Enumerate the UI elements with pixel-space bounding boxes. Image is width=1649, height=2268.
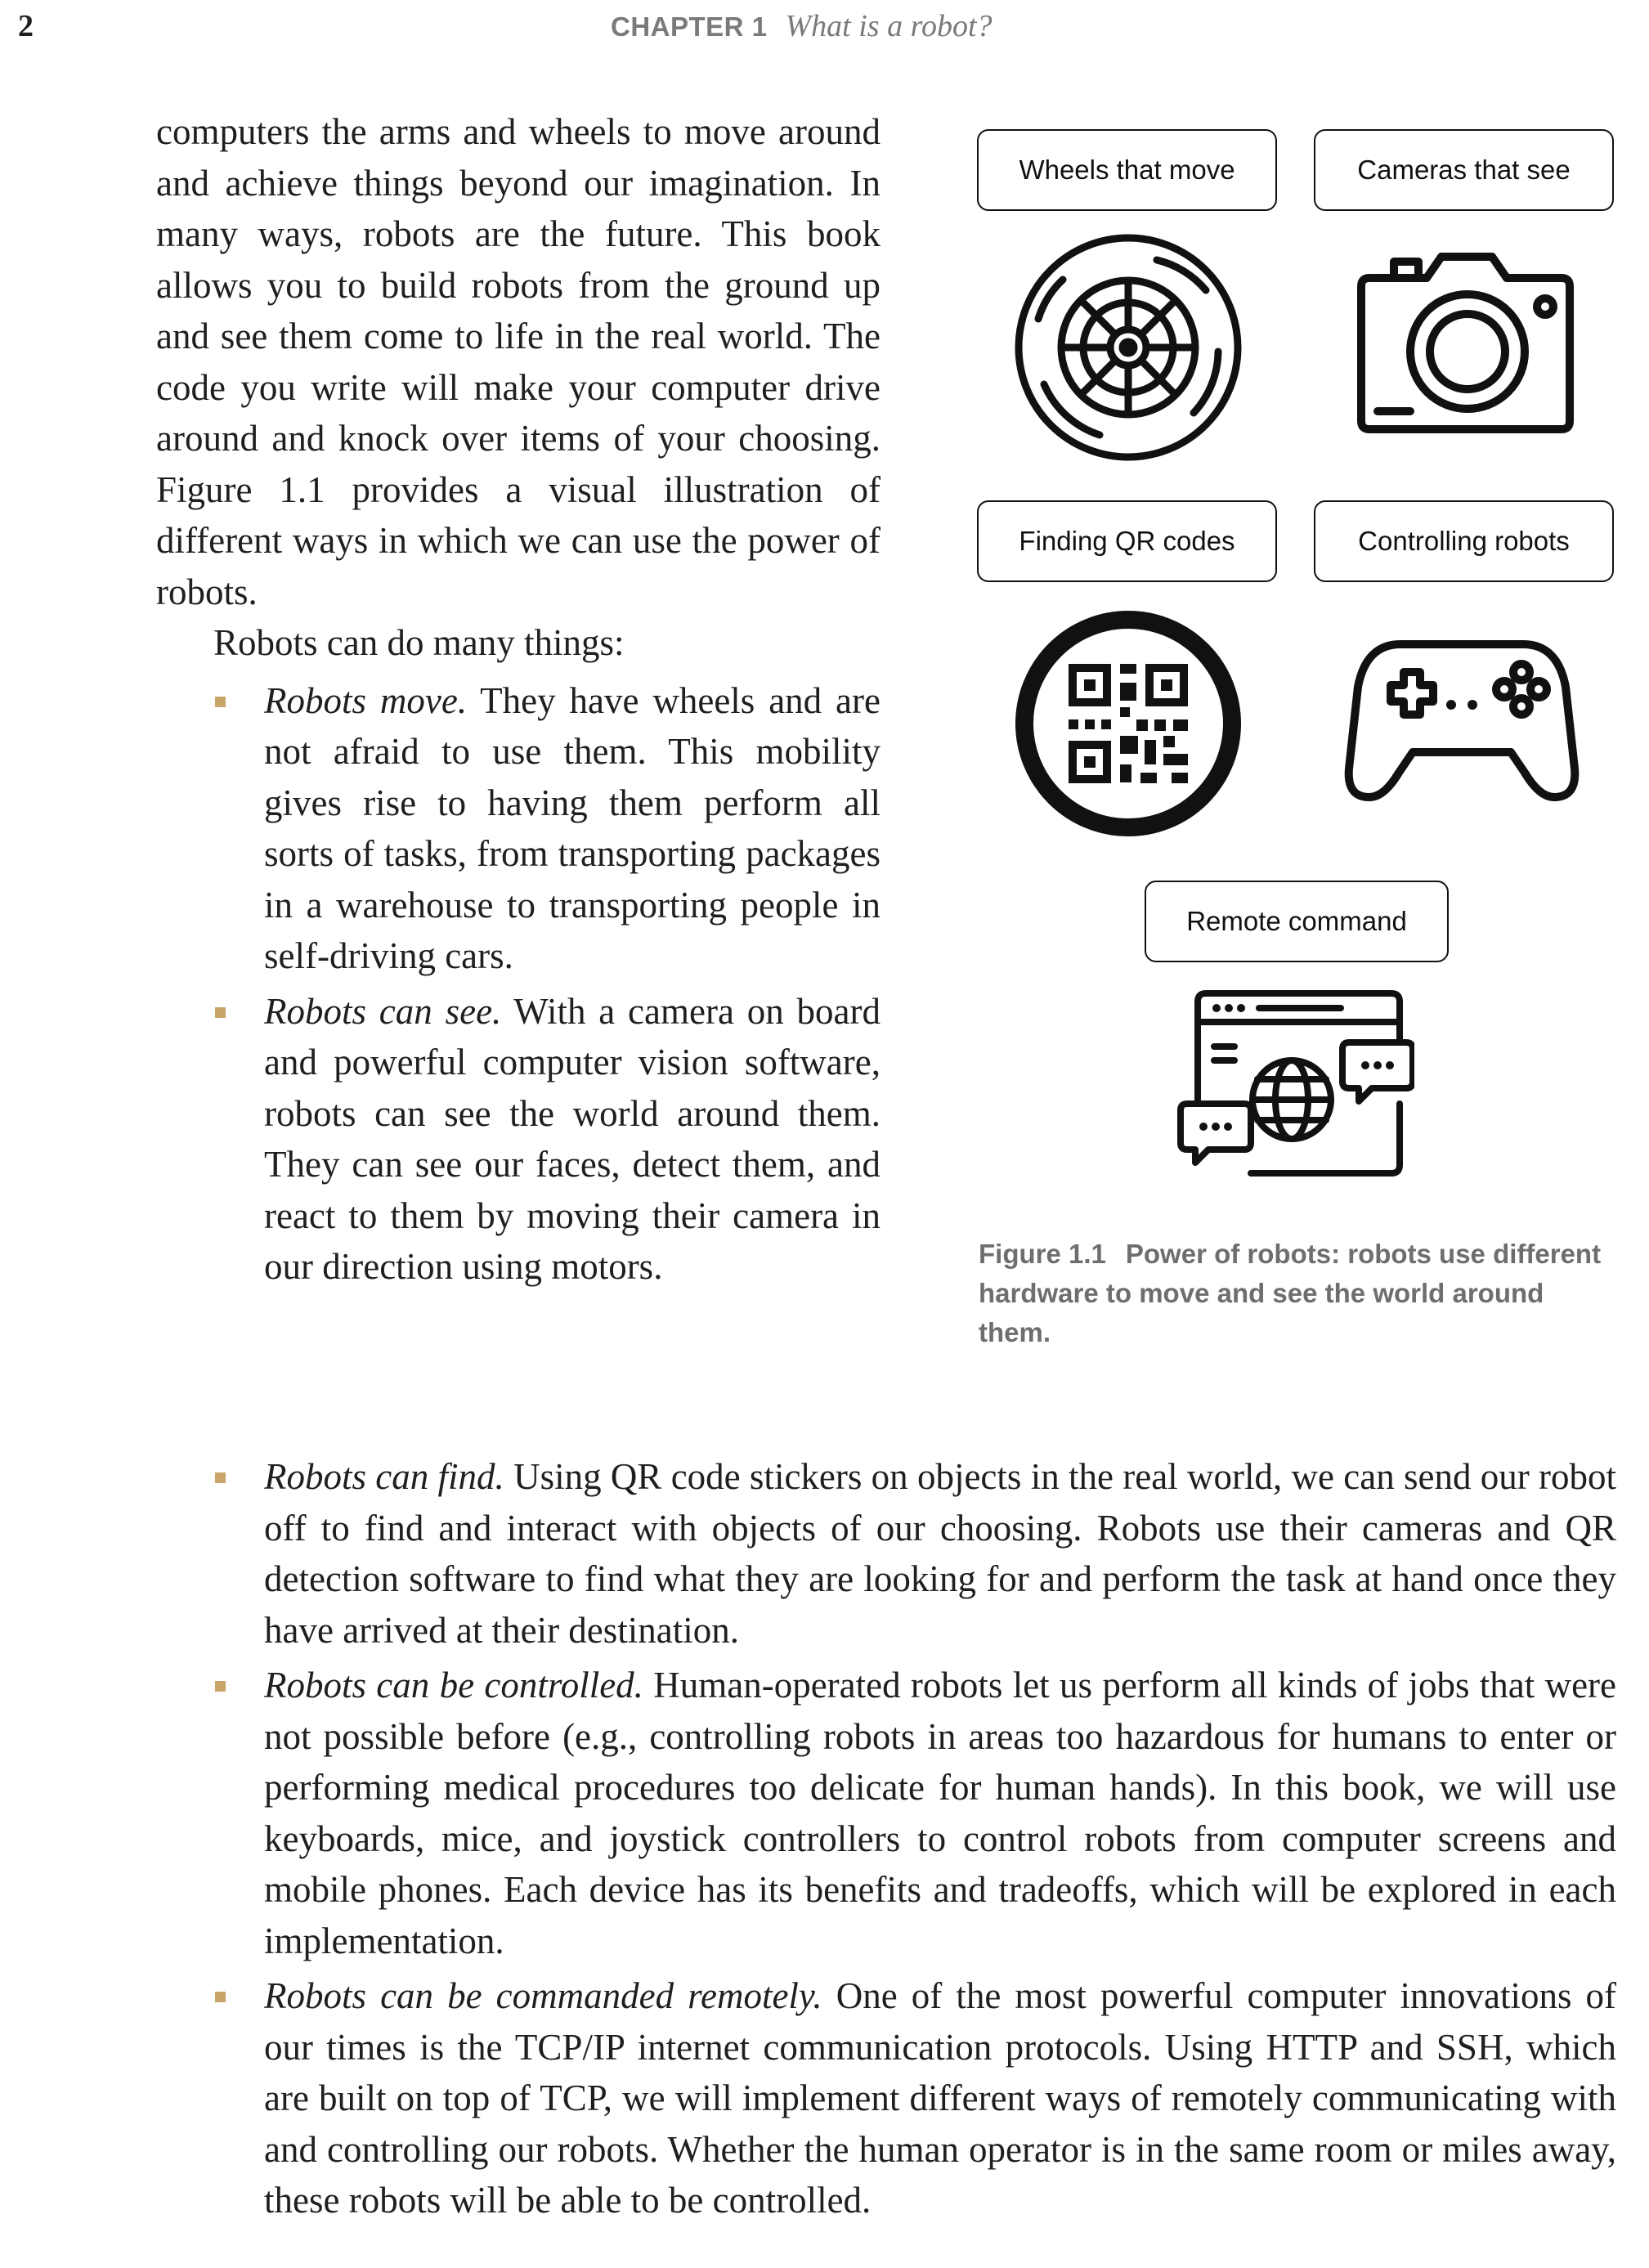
- bullet-icon: [215, 1472, 226, 1483]
- list-item: [264, 675, 881, 982]
- chapter-title: What is a robot?: [785, 9, 993, 43]
- wheel-icon: [1010, 229, 1247, 466]
- bullet-text: With a camera on board and powerful computer vision software, robots can see the world around them. They can see our faces, detect them, and react to them by moving their camera in our direction using motors.: [264, 990, 881, 1287]
- camera-icon: [1345, 245, 1582, 441]
- bullet-list-narrow: [156, 675, 881, 1293]
- label-remote: Remote command: [1145, 881, 1449, 962]
- bullet-icon: [215, 1007, 226, 1018]
- narrow-column: [156, 106, 881, 1297]
- chapter-label: CHAPTER 1: [611, 11, 768, 42]
- bullet-text: Using QR code stickers on objects in the real world, we can send our robot off to find and interact with objects of our choosing. Robots use their cameras and QR detection software to find what they are looking for and perform the task at hand once they have arrived at their destination.: [264, 1456, 1617, 1651]
- remote-web-icon: [1177, 985, 1414, 1190]
- running-head: [611, 8, 993, 44]
- bullet-icon: [215, 1681, 226, 1692]
- label-controlling: Controlling robots: [1314, 500, 1614, 582]
- figure-1-1: [965, 123, 1619, 1349]
- bullet-lead: Robots can be commanded remotely.: [264, 1975, 822, 2016]
- caption-text: Power of robots: robots use different hardware to move and see the world around them.: [979, 1239, 1602, 1347]
- figure-caption: [979, 1235, 1616, 1352]
- label-cameras: Cameras that see: [1314, 129, 1614, 211]
- label-qr: Finding QR codes: [977, 500, 1277, 582]
- bullet-text: One of the most powerful computer innovations of our times is the TCP/IP internet communication protocols. Using HTTP and SSH, which are built on top of TCP, we will implement different ways of remotely communicating with and controlling our robots. Whether the human operator is in the same room or miles away, these robots will be able to be controlled.: [264, 1975, 1617, 2221]
- gamepad-icon: [1343, 630, 1580, 809]
- caption-number: Figure 1.1: [979, 1239, 1106, 1269]
- intro-paragraph: computers the arms and wheels to move around and achieve things beyond our imagination. In many ways, robots are the future. This book allows you to build robots from the ground up and see them come to life in the real world. The code you write will make your computer drive around and knock over items of your choosing. Figure 1.1 provides a visual illustration of different ways in which we can use the power of robots.: [156, 111, 881, 612]
- bullet-icon: [215, 1992, 226, 2002]
- list-item: [264, 986, 881, 1293]
- bullet-lead: Robots move.: [264, 679, 468, 721]
- list-item: [264, 1660, 1616, 1966]
- bullet-lead: Robots can find.: [264, 1456, 504, 1497]
- bullet-text: Human-operated robots let us perform all kinds of jobs that were not possible before (e.g., controlling robots in areas too hazardous for humans to enter or performing medical procedures too delicate for human hands). In this book, we will use keyboards, mice, and joystick controllers to control robots from computer screens and mobile phones. Each device has its benefits and tradeoffs, which will be explored in each implementation.: [264, 1665, 1616, 1961]
- bullet-icon: [215, 697, 226, 707]
- list-intro: Robots can do many things:: [213, 622, 625, 663]
- label-wheels: Wheels that move: [977, 129, 1277, 211]
- list-item: [264, 1970, 1616, 2226]
- bullet-text: They have wheels and are not afraid to use them. This mobility gives rise to having them perform all sorts of tasks, from transporting packages in a warehouse to transporting people in self-driving cars.: [264, 679, 881, 976]
- page-number: 2: [18, 9, 34, 43]
- bullet-lead: Robots can be controlled.: [264, 1665, 643, 1705]
- bullet-lead: Robots can see.: [264, 990, 502, 1032]
- qr-code-icon: [1010, 605, 1247, 842]
- full-width-column: [156, 1451, 1616, 2230]
- list-item: [264, 1451, 1616, 1656]
- bullet-list-full: [156, 1451, 1616, 2226]
